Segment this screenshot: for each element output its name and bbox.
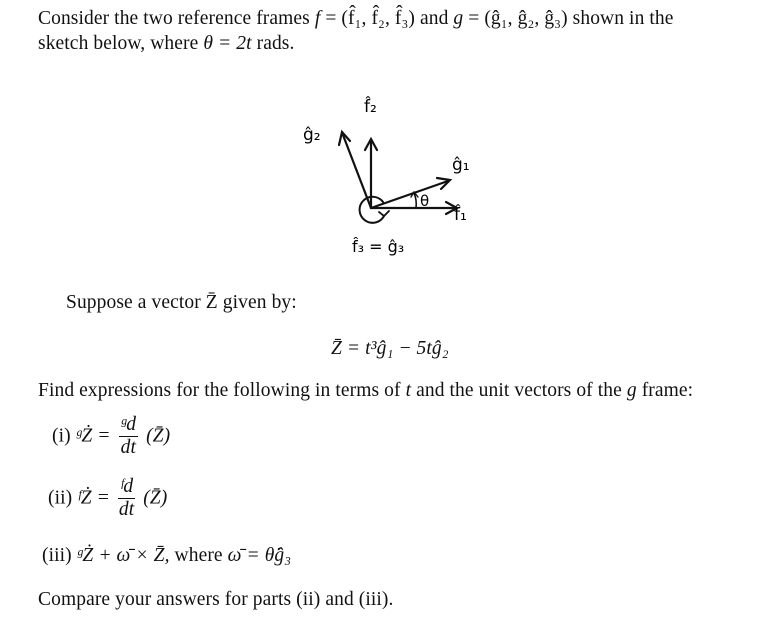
z-equation: Z̄ = t³ĝ₁ − 5tĝ₂	[331, 338, 449, 359]
part-ii-denominator: dt	[118, 499, 135, 520]
part-i-argument: (Z̄)	[146, 425, 171, 447]
shown-word: shown in the	[572, 8, 674, 29]
frames-sketch	[0, 0, 779, 300]
label-theta: θ	[420, 192, 430, 210]
part-ii-lhs: ᶠŻ =	[77, 487, 110, 509]
part-iii-expression: ᵍŻ + ω̄ × Z̄,	[76, 545, 170, 566]
part-iii-where: where	[174, 545, 223, 566]
find-expressions-line	[38, 380, 693, 402]
intro-line2-prefix: sketch below, where	[38, 33, 199, 54]
part-i	[52, 414, 170, 459]
label-f2: f̂₂	[364, 97, 377, 117]
find-suffix: frame:	[641, 380, 694, 401]
out-of-page-arrow	[379, 211, 389, 216]
part-ii	[48, 476, 167, 521]
frame-f-definition: = (f̂₁, f̂₂, f̂₃)	[325, 8, 415, 29]
label-g1: ĝ₁	[452, 155, 470, 175]
part-i-fraction	[119, 414, 139, 459]
part-iii-label: (iii)	[42, 545, 72, 566]
g1-axis	[371, 181, 448, 208]
part-iii	[42, 545, 291, 567]
label-f1: f̂₁	[454, 205, 467, 225]
label-g2: ĝ₂	[303, 125, 321, 145]
theta-definition: θ = 2t	[203, 33, 252, 54]
part-ii-fraction	[118, 476, 135, 521]
part-ii-argument: (Z̄)	[143, 487, 168, 509]
find-g: g	[626, 380, 637, 401]
suppose-text: Suppose a vector Z̄ given by:	[66, 292, 297, 313]
frame-f-name: f	[314, 8, 321, 29]
find-prefix: Find expressions for the following in terms of	[38, 380, 401, 401]
part-ii-label: (ii)	[48, 487, 73, 509]
compare-text: Compare your answers for parts (ii) and (iii).	[38, 589, 394, 610]
intro-prefix: Consider the two reference frames	[38, 8, 310, 29]
rads-word: rads.	[256, 33, 295, 54]
part-i-numerator: ᵍd	[120, 414, 137, 435]
find-mid: and the unit vectors of the	[416, 380, 622, 401]
and-word: and	[419, 8, 449, 29]
part-ii-numerator: ᶠd	[119, 476, 134, 497]
label-f3-eq-g3: f̂₃ = ĝ₃	[352, 237, 405, 256]
part-i-lhs: ᵍŻ =	[75, 425, 111, 447]
part-i-label: (i)	[52, 425, 71, 447]
frame-g-name: g	[453, 8, 464, 29]
find-t: t	[405, 380, 412, 401]
frame-g-definition: = (ĝ₁, ĝ₂, ĝ₃)	[468, 8, 568, 29]
part-iii-omega: ω̄ = θ̇ĝ₃	[227, 545, 292, 566]
part-i-denominator: dt	[120, 437, 136, 458]
